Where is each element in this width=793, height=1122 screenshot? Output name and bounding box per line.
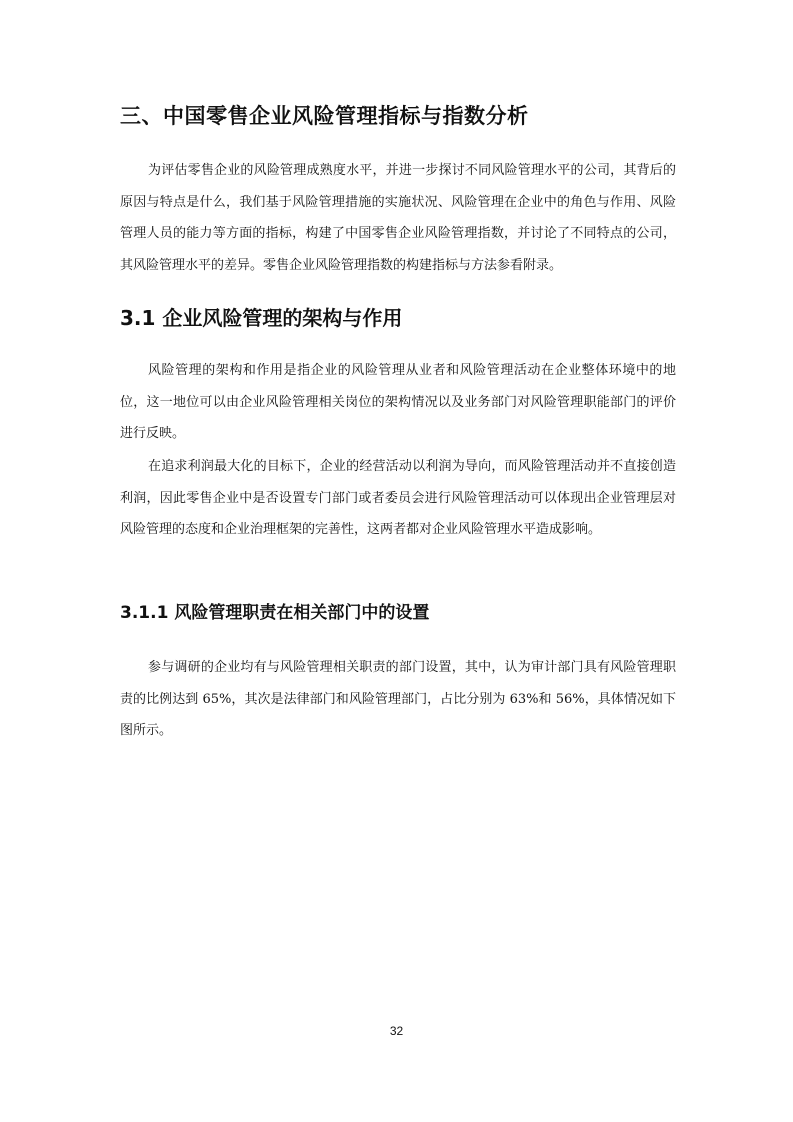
profit-paragraph: 在追求利润最大化的目标下，企业的经营活动以利润为导向，而风险管理活动并不直接创造利润，因此零售企业中是否设置专门部门或者委员会进行风险管理活动可以体现出企业管理层对风险管理的态度和企业治理框架的完善性，这两者都对企业风险管理水平造成影响。 — [120, 459, 676, 537]
subsection-heading: 3.1 企业风险管理的架构与作用 — [120, 306, 403, 330]
intro-paragraph: 为评估零售企业的风险管理成熟度水平，并进一步探讨不同风险管理水平的公司，其背后的原因与特点是什么，我们基于风险管理措施的实施状况、风险管理在企业中的角色与作用、风险管理人员的能力等方面的指标，构建了中国零售企业风险管理指数，并讨论了不同特点的公司，其风险管理水平的差异。零售企业风险管理指数的构建指标与方法参看附录。 — [120, 163, 676, 273]
page-number: 32 — [389, 1024, 404, 1038]
architecture-paragraph: 风险管理的架构和作用是指企业的风险管理从业者和风险管理活动在企业整体环境中的地位，这一地位可以由企业风险管理相关岗位的架构情况以及业务部门对风险管理职能部门的评价进行反映。 — [120, 363, 676, 441]
department-paragraph: 参与调研的企业均有与风险管理相关职责的部门设置，其中，认为审计部门具有风险管理职责的比例达到 65%，其次是法律部门和风险管理部门，占比分别为 63%和 56%，具体情况如下图所示。 — [120, 660, 676, 738]
subsubsection-heading: 3.1.1 风险管理职责在相关部门中的设置 — [120, 603, 430, 623]
section-heading: 三、中国零售企业风险管理指标与指数分析 — [120, 104, 529, 128]
